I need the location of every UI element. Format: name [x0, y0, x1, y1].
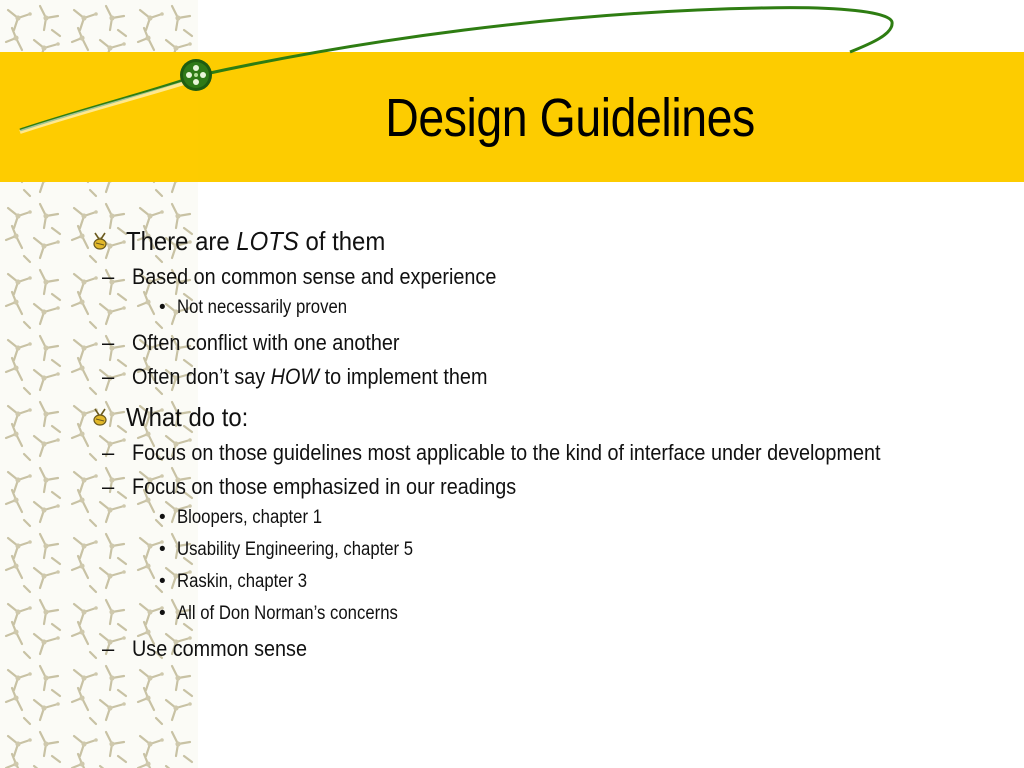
sublist-container: [88, 262, 988, 392]
bullet-list-level3: [132, 502, 988, 630]
item-text: Not necessarily proven: [177, 297, 348, 318]
dot-marker: •: [159, 539, 166, 560]
bullet-list-level3: [132, 292, 988, 324]
sublist-container: [88, 292, 988, 324]
dash-marker: –: [102, 364, 115, 389]
list-item: [88, 328, 988, 358]
list-item: [88, 362, 988, 392]
item-text: What do to:: [126, 402, 249, 432]
list-item: [132, 598, 988, 630]
bullet-bug-icon: [90, 231, 110, 251]
dash-marker: –: [102, 474, 115, 499]
dash-marker: –: [102, 636, 115, 661]
item-text: Often conflict with one another: [132, 330, 400, 355]
item-text: Use common sense: [132, 636, 307, 661]
sublist-container: [88, 438, 988, 664]
item-text: Based on common sense and experience: [132, 264, 497, 289]
bullet-list-level2: [88, 262, 988, 392]
dash-marker: –: [102, 330, 115, 355]
item-text: Raskin, chapter 3: [177, 571, 308, 592]
list-item: [88, 438, 988, 468]
item-text: Focus on those guidelines most applicable to the kind of interface under development: [132, 440, 881, 465]
item-text: There are: [126, 226, 237, 256]
dot-marker: •: [159, 603, 166, 624]
dot-marker: •: [159, 571, 166, 592]
list-item: [132, 534, 988, 566]
item-text: Often don’t say: [132, 364, 271, 389]
bullet-list-level1: [88, 224, 988, 664]
list-item: [88, 262, 988, 292]
bullet-list-level2: [88, 438, 988, 664]
dot-marker: •: [159, 507, 166, 528]
bullet-bug-icon: [90, 407, 110, 427]
sublist-container: [88, 502, 988, 630]
item-emphasis: HOW: [270, 364, 320, 389]
list-item: [88, 472, 988, 502]
item-text: Focus on those emphasized in our readings: [132, 474, 517, 499]
list-item: [132, 502, 988, 534]
list-item: [88, 224, 988, 258]
list-item: [88, 400, 988, 434]
item-text-after: of them: [298, 226, 386, 256]
title-band-pattern-overlay: [0, 52, 198, 182]
slide-content: [88, 224, 988, 664]
slide-title: Design Guidelines: [385, 88, 755, 148]
list-item: [88, 634, 988, 664]
dash-marker: –: [102, 264, 115, 289]
item-text: Usability Engineering, chapter 5: [177, 539, 414, 560]
item-emphasis: LOTS: [236, 226, 299, 256]
dot-marker: •: [159, 297, 166, 318]
item-text-after: to implement them: [319, 364, 488, 389]
item-text: Bloopers, chapter 1: [177, 507, 322, 528]
list-item: [132, 292, 988, 324]
item-text: All of Don Norman’s concerns: [177, 603, 398, 624]
dash-marker: –: [102, 440, 115, 465]
list-item: [132, 566, 988, 598]
